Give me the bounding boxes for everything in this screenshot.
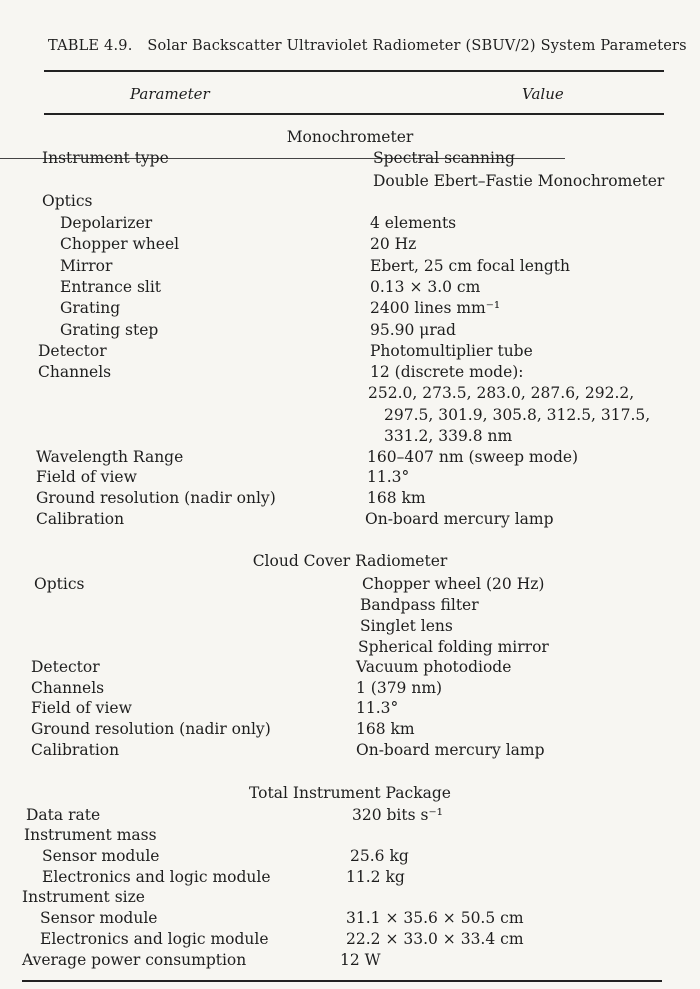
value-size-electronics-module: 22.2 × 33.0 × 33.4 cm	[346, 930, 524, 948]
param-cc-optics: Optics	[34, 575, 85, 593]
value-wavelength-range: 160–407 nm (sweep mode)	[367, 448, 579, 466]
header-rule	[44, 113, 664, 115]
bottom-rule	[22, 980, 662, 982]
value-ground-resolution: 168 km	[367, 489, 426, 507]
param-cc-detector: Detector	[31, 658, 100, 676]
table-caption	[48, 38, 687, 54]
value-average-power: 12 W	[340, 951, 381, 969]
param-calibration: Calibration	[36, 510, 125, 528]
section-heading-monochrometer: Monochrometer	[286, 128, 414, 146]
value-cc-optics-2: Bandpass filter	[360, 596, 479, 614]
param-detector: Detector	[38, 342, 107, 360]
param-instrument-size: Instrument size	[22, 888, 145, 906]
param-cc-calibration: Calibration	[31, 741, 120, 759]
param-average-power: Average power consumption	[22, 951, 247, 969]
value-instrument-type-2: Double Ebert–Fastie Monochrometer	[373, 172, 665, 190]
table-title: Solar Backscatter Ultraviolet Radiometer (SBUV/2) System Parameters	[147, 38, 687, 54]
param-size-electronics-module: Electronics and logic module	[40, 930, 269, 948]
value-channels-1: 12 (discrete mode):	[370, 363, 524, 381]
value-detector: Photomultiplier tube	[370, 342, 533, 360]
table-number: TABLE 4.9.	[48, 38, 133, 54]
value-chopper-wheel: 20 Hz	[370, 235, 417, 253]
value-cc-calibration: On-board mercury lamp	[356, 741, 545, 759]
column-header-parameter: Parameter	[130, 85, 210, 103]
value-cc-optics-4: Spherical folding mirror	[358, 638, 549, 656]
param-data-rate: Data rate	[26, 806, 101, 824]
value-grating: 2400 lines mm⁻¹	[370, 299, 501, 317]
value-channels-2: 252.0, 273.5, 283.0, 287.6, 292.2,	[368, 384, 635, 402]
param-field-of-view: Field of view	[36, 468, 137, 486]
value-cc-ground-resolution: 168 km	[356, 720, 415, 738]
param-instrument-type: Instrument type	[42, 149, 169, 167]
param-ground-resolution: Ground resolution (nadir only)	[36, 489, 276, 507]
param-size-sensor-module: Sensor module	[40, 909, 158, 927]
top-rule	[44, 70, 664, 72]
section-heading-cloud-cover: Cloud Cover Radiometer	[252, 552, 448, 570]
param-cc-field-of-view: Field of view	[31, 699, 132, 717]
value-entrance-slit: 0.13 × 3.0 cm	[370, 278, 481, 296]
value-calibration: On-board mercury lamp	[365, 510, 554, 528]
param-entrance-slit: Entrance slit	[60, 278, 162, 296]
param-mass-electronics-module: Electronics and logic module	[42, 868, 271, 886]
param-grating-step: Grating step	[60, 321, 159, 339]
value-channels-4: 331.2, 339.8 nm	[384, 427, 513, 445]
value-cc-field-of-view: 11.3°	[356, 699, 399, 717]
value-data-rate: 320 bits s⁻¹	[352, 806, 443, 824]
value-mirror: Ebert, 25 cm focal length	[370, 257, 570, 275]
param-grating: Grating	[60, 299, 121, 317]
param-cc-channels: Channels	[31, 679, 105, 697]
value-channels-3: 297.5, 301.9, 305.8, 312.5, 317.5,	[384, 406, 651, 424]
param-instrument-mass: Instrument mass	[24, 826, 157, 844]
param-mirror: Mirror	[60, 257, 113, 275]
param-depolarizer: Depolarizer	[60, 214, 153, 232]
value-size-sensor-module: 31.1 × 35.6 × 50.5 cm	[346, 909, 524, 927]
section-heading-total-package: Total Instrument Package	[249, 784, 451, 802]
value-depolarizer: 4 elements	[370, 214, 457, 232]
value-field-of-view: 11.3°	[367, 468, 410, 486]
param-mass-sensor-module: Sensor module	[42, 847, 160, 865]
param-optics: Optics	[42, 192, 93, 210]
value-cc-optics-3: Singlet lens	[360, 617, 453, 635]
value-cc-optics-1: Chopper wheel (20 Hz)	[362, 575, 545, 593]
column-header-value: Value	[522, 85, 564, 103]
param-channels: Channels	[38, 363, 112, 381]
value-mass-electronics-module: 11.2 kg	[346, 868, 405, 886]
param-chopper-wheel: Chopper wheel	[60, 235, 180, 253]
value-cc-channels: 1 (379 nm)	[356, 679, 443, 697]
param-cc-ground-resolution: Ground resolution (nadir only)	[31, 720, 271, 738]
value-mass-sensor-module: 25.6 kg	[350, 847, 409, 865]
value-grating-step: 95.90 μrad	[370, 321, 456, 339]
value-instrument-type: Spectral scanning	[373, 149, 515, 167]
value-cc-detector: Vacuum photodiode	[356, 658, 512, 676]
param-wavelength-range: Wavelength Range	[36, 448, 184, 466]
